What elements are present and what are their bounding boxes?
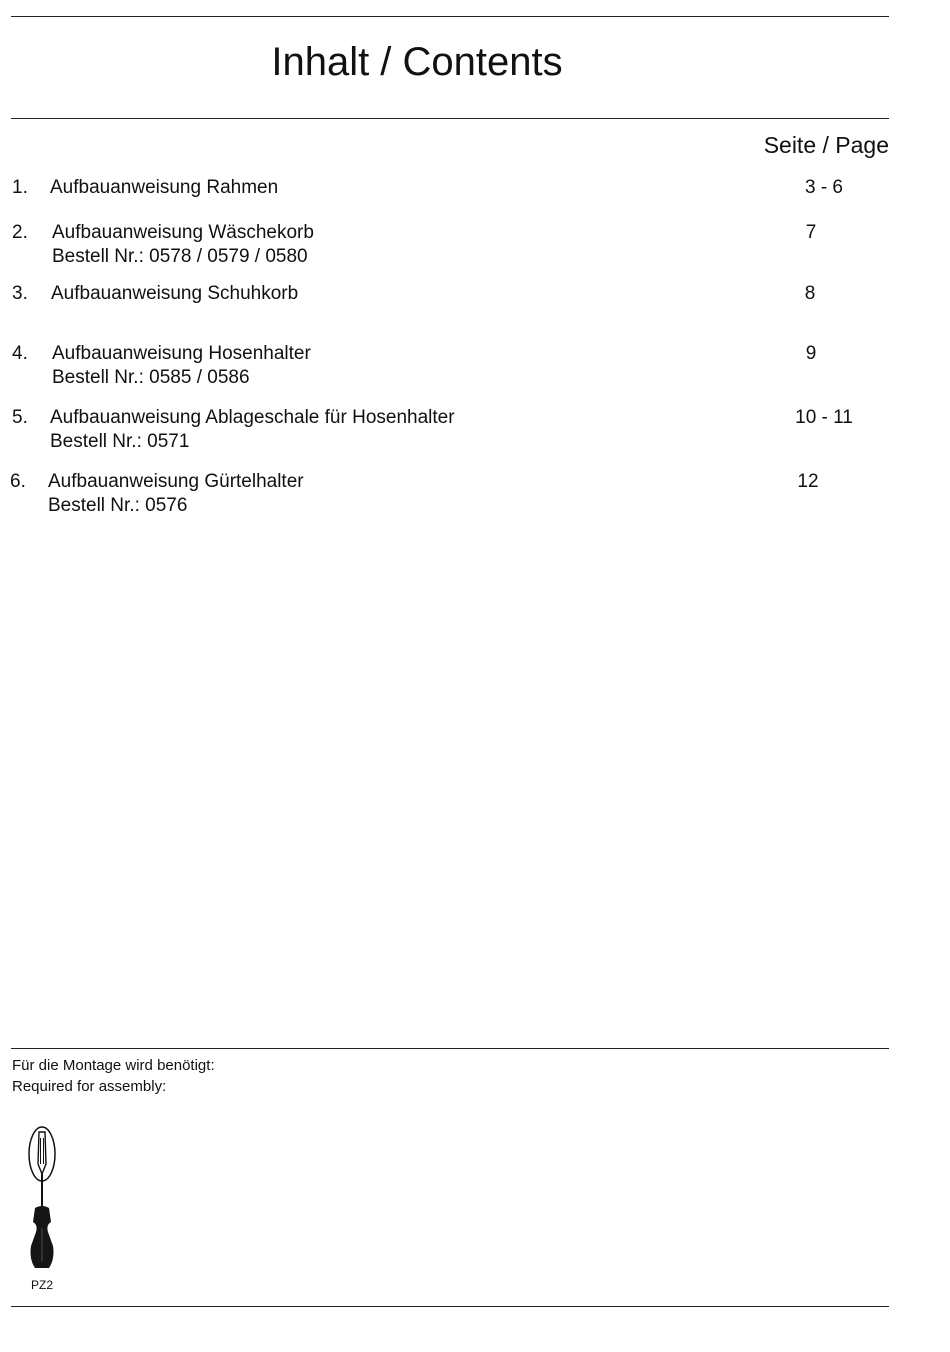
entry-subtitle: Bestell Nr.: 0585 / 0586 <box>52 367 250 388</box>
footer-rule <box>11 1048 889 1049</box>
entry-title: Aufbauanweisung Ablageschale für Hosenhalter <box>50 407 455 428</box>
entry-page: 10 - 11 <box>795 407 853 428</box>
title-rule <box>11 118 889 119</box>
entry-page: 8 <box>804 283 816 304</box>
entry-title: Aufbauanweisung Schuhkorb <box>51 283 299 304</box>
entry-number: 5. <box>12 407 28 428</box>
required-note-en: Required for assembly: <box>12 1078 167 1095</box>
entry-subtitle: Bestell Nr.: 0571 <box>50 431 190 452</box>
entry-number: 4. <box>12 343 28 364</box>
entry-title: Aufbauanweisung Rahmen <box>50 177 279 198</box>
entry-number: 6. <box>10 471 26 492</box>
entry-title: Aufbauanweisung Hosenhalter <box>52 343 311 364</box>
screwdriver-icon <box>20 1124 64 1274</box>
required-tools-note <box>12 1055 215 1097</box>
page-column-header: Seite / Page <box>763 132 889 158</box>
entry-title: Aufbauanweisung Wäschekorb <box>52 222 314 243</box>
page-title: Inhalt / Contents <box>271 40 563 84</box>
entry-title: Aufbauanweisung Gürtelhalter <box>48 471 304 492</box>
tool-label: PZ2 <box>30 1278 53 1292</box>
top-rule <box>11 16 889 17</box>
entry-number: 1. <box>12 177 28 198</box>
entry-page: 7 <box>805 222 817 243</box>
bottom-rule <box>11 1306 889 1307</box>
entry-page: 12 <box>797 471 819 492</box>
entry-page: 3 - 6 <box>804 177 844 198</box>
entry-page: 9 <box>805 343 817 364</box>
entry-subtitle: Bestell Nr.: 0576 <box>48 495 188 516</box>
required-note-de: Für die Montage wird benötigt: <box>12 1057 215 1074</box>
entry-number: 3. <box>12 283 28 304</box>
entry-number: 2. <box>12 222 28 243</box>
entry-subtitle: Bestell Nr.: 0578 / 0579 / 0580 <box>52 246 308 267</box>
